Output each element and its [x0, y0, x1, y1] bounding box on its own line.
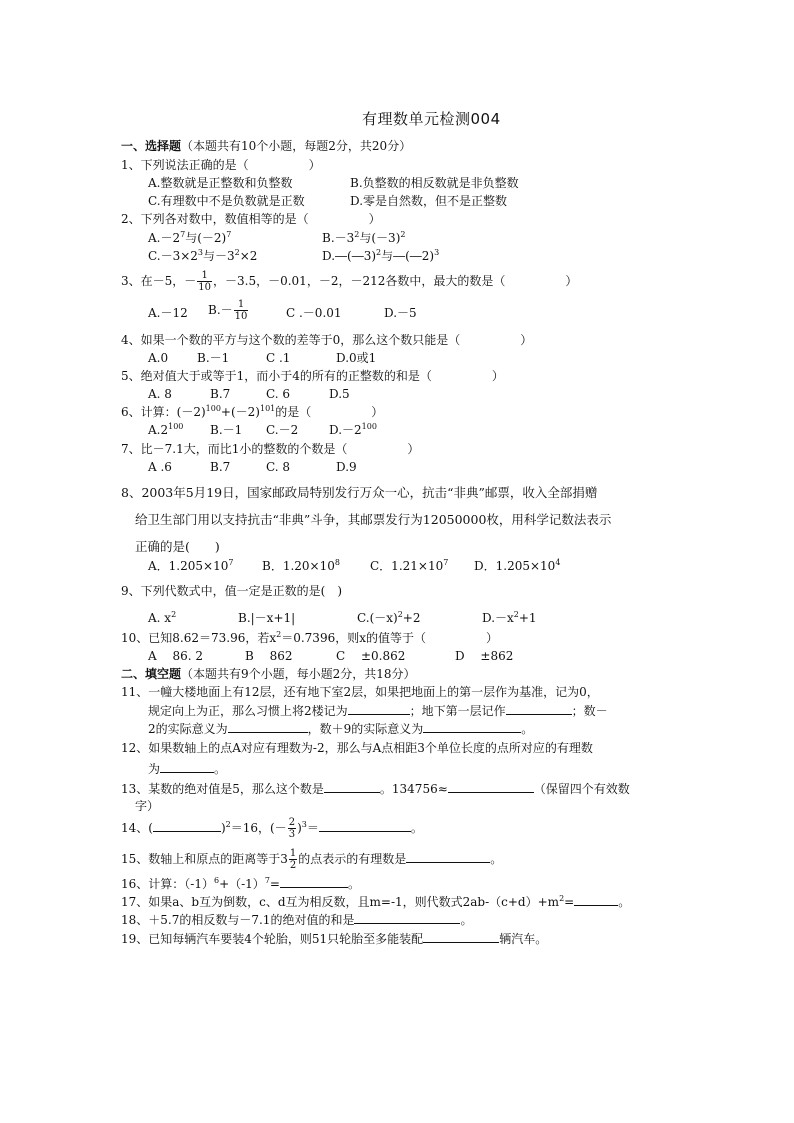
- q4-option-a: A.0: [148, 351, 169, 365]
- fraction: $\frac{1}{10}$: [234, 299, 248, 322]
- q6-option-b: B.－1: [210, 423, 243, 437]
- q2-option-b: $B.-3^2$与$(-3)^2$: [322, 230, 406, 245]
- q4-option-c: C .1: [266, 351, 291, 365]
- answer-blank[interactable]: [280, 875, 348, 888]
- q4-stem: 4、如果一个数的平方与这个数的差等于0，那么这个数只能是（ ）: [121, 333, 533, 347]
- q13-line1: 13、某数的绝对值是5，那么这个数是 。134756≈ （保留四个有效数: [121, 782, 630, 796]
- q5-option-a: A. 8: [148, 387, 172, 401]
- q2-stem: 2、下列各对数中，数值相等的是（ ）: [121, 212, 381, 226]
- q8-option-a: A．$1.205\times 10^7$: [148, 558, 234, 573]
- q3-option-c: C .－0.01: [286, 306, 342, 320]
- q11-line1: 11、一幢大楼地面上有12层，还有地下室2层，如果把地面上的第一层作为基准，记为0，: [121, 685, 599, 699]
- section2-heading: 二、填空题: [121, 667, 182, 681]
- answer-blank[interactable]: [423, 720, 521, 733]
- q7-option-a: A .6: [148, 460, 172, 474]
- q8-option-b: B．$1.20\times 10^8$: [262, 558, 340, 573]
- q10-option-d: D ±862: [455, 649, 514, 663]
- q9-option-c: $C.(-x)^2+2$: [357, 610, 421, 625]
- q5-stem: 5、绝对值大于或等于1，而小于4的所有的正整数的和是（ ）: [121, 369, 504, 383]
- q10-option-a: A 86. 2: [148, 649, 204, 663]
- q11-line3: 2的实际意义为 ，数＋9的实际意义为 。: [148, 722, 534, 736]
- q16-line: 16、计算：$(-1)^6+(-1)^7=$ 。: [121, 876, 360, 891]
- section2-header: [121, 666, 416, 682]
- section2-note: （本题共有9个小题，每小题2分，共18分）: [181, 667, 416, 681]
- q8-option-d: D．$1.205\times 10^4$: [474, 558, 561, 573]
- q4-option-d: D.0或1: [336, 351, 377, 365]
- q10-stem: 10、已知8.62＝73.96，若$x^2=0.7396$，则x的值等于（ ）: [121, 630, 498, 645]
- q8-line2: 给卫生部门用以支持抗击“非典”斗争，其邮票发行为12050000枚，用科学记数法表示: [135, 512, 612, 527]
- q1-option-c: C.有理数中不是负数就是正数: [148, 194, 305, 208]
- q6-option-c: C.－2: [266, 423, 299, 437]
- q6-option-a: $A.2^{100}$: [148, 422, 184, 437]
- page-title: 有理数单元检测004: [362, 110, 501, 128]
- q18-line: 18、＋5.7的相反数与－7.1的绝对值的和是 。: [121, 913, 473, 927]
- q2-option-c: $C.-3\times 2^3$与$-3^2\times 2$: [148, 248, 258, 263]
- answer-blank[interactable]: [348, 702, 410, 715]
- q6-option-d: $D.-2^{100}$: [329, 422, 377, 437]
- q3-option-d: D.－5: [384, 306, 417, 320]
- q4-option-b: B.－1: [197, 351, 230, 365]
- fraction: $\frac{1}{10}$: [198, 270, 212, 293]
- q17-line: 17、如果a、b互为倒数，c、d互为相反数，且m=-1，则代数式$2ab-(c+d)+m^2=$ 。: [121, 894, 631, 909]
- q12-line1: 12、如果数轴上的点A对应有理数为-2，那么与A点相距3个单位长度的点所对应的有理数: [121, 741, 593, 755]
- q3-option-a: A.－12: [148, 306, 188, 320]
- q7-option-b: B.7: [210, 460, 231, 474]
- section1-heading: 一、选择题: [121, 139, 182, 153]
- section1-note: （本题共有10个小题，每题2分，共20分）: [181, 139, 412, 153]
- q7-option-d: D.9: [336, 460, 357, 474]
- q9-stem: 9、下列代数式中，值一定是正数的是( ): [121, 584, 342, 598]
- q14-line: 14、( )$^2$＝16，(－ $\frac{2}{3}$ )$^3$＝ 。: [121, 817, 423, 840]
- answer-blank[interactable]: [506, 702, 572, 715]
- answer-blank[interactable]: [160, 760, 214, 773]
- q7-stem: 7、比－7.1大，而比1小的整数的个数是（ ）: [121, 442, 420, 456]
- q9-option-b: B.|－x+1|: [238, 611, 296, 625]
- fraction: $\frac{1}{2}$: [289, 848, 297, 871]
- q9-option-d: $D.-x^2+1$: [482, 610, 537, 625]
- q10-option-b: B 862: [245, 649, 293, 663]
- answer-blank[interactable]: [153, 819, 221, 832]
- answer-blank[interactable]: [406, 850, 490, 863]
- answer-blank[interactable]: [324, 780, 380, 793]
- answer-blank[interactable]: [319, 819, 411, 832]
- q3-option-b: B.－ $\frac{1}{10}$: [208, 299, 248, 322]
- q9-option-a: A. $x^2$: [148, 610, 177, 625]
- q8-line3: 正确的是( ): [135, 539, 220, 554]
- q1-stem: 1、下列说法正确的是（ ）: [121, 158, 321, 172]
- q12-line2: 为 。: [148, 762, 227, 776]
- q10-option-c: C ±0.862: [336, 649, 406, 663]
- q11-line2: 规定向上为正，那么习惯上将2楼记为 ；地下第一层记作 ；数－: [148, 704, 608, 718]
- fraction: $\frac{2}{3}$: [288, 817, 296, 840]
- section1-header: [121, 138, 411, 154]
- q19-line: 19、已知每辆汽车要装4个轮胎，则51只轮胎至多能装配 辆汽车。: [121, 932, 548, 946]
- answer-blank[interactable]: [354, 911, 460, 924]
- q1-option-a: A.整数就是正整数和负整数: [148, 176, 293, 190]
- q8-option-c: C．$1.21\times 10^7$: [370, 558, 449, 573]
- q2-option-a: $A.-2^7$与$(-2)^7$: [148, 230, 232, 245]
- q3-stem: 3、在－5，－ $\frac{1}{10}$ ，－3.5，－0.01，－2，－212各数中，最大的数是（ ）: [121, 270, 578, 293]
- q5-option-b: B.7: [210, 387, 231, 401]
- q13-line2: 字）: [135, 799, 160, 813]
- q8-line1: 8、2003年5月19日，国家邮政局特别发行万众一心，抗击“非典”邮票，收入全部捐赠: [121, 485, 598, 500]
- q1-option-b: B.负整数的相反数就是非负整数: [350, 176, 519, 190]
- answer-blank[interactable]: [228, 720, 308, 733]
- answer-blank[interactable]: [448, 780, 534, 793]
- q7-option-c: C. 8: [266, 460, 291, 474]
- answer-blank[interactable]: [423, 930, 499, 943]
- q1-option-d: D.零是自然数，但不是正整数: [350, 194, 508, 208]
- q6-stem: 6、计算：$(-2)^{100}+(-2)^{101}$的是（ ）: [121, 404, 384, 419]
- q5-option-c: C. 6: [266, 387, 291, 401]
- q15-line: 15、数轴上和原点的距离等于3 $\frac{1}{2}$ 的点表示的有理数是 。: [121, 848, 503, 871]
- answer-blank[interactable]: [574, 893, 618, 906]
- q2-option-d: D.―(―3)$^2$与―(―2)$^3$: [322, 248, 440, 263]
- q5-option-d: D.5: [329, 387, 350, 401]
